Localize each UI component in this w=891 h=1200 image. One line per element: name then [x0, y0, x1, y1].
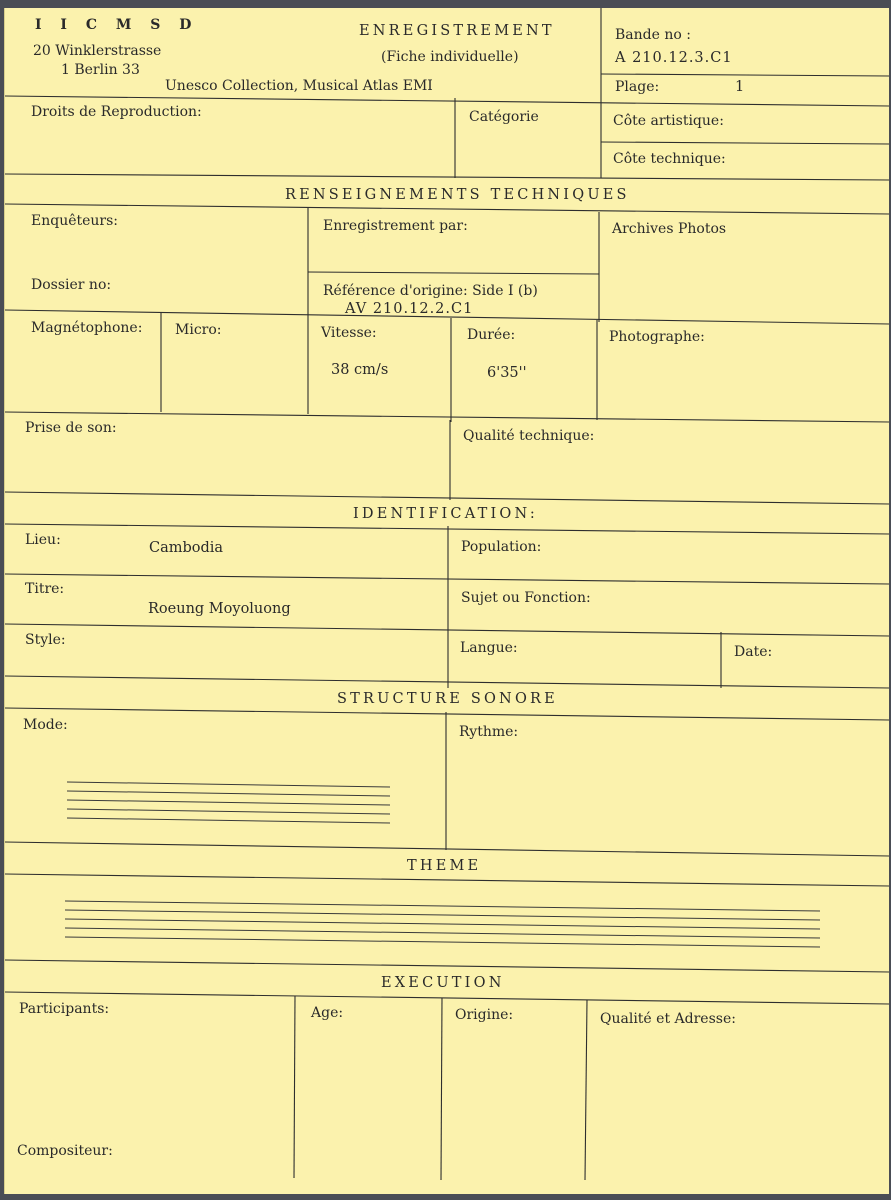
- qualite-technique-label: Qualité technique:: [463, 428, 595, 444]
- execution-heading: EXECUTION: [381, 975, 505, 991]
- sujet-fonction-label: Sujet ou Fonction:: [461, 590, 591, 606]
- form-subtitle: (Fiche individuelle): [381, 49, 519, 65]
- photographe-label: Photographe:: [609, 329, 705, 345]
- lieu-label: Lieu:: [25, 532, 61, 548]
- techniques-heading: RENSEIGNEMENTS TECHNIQUES: [285, 187, 630, 203]
- compositeur-label: Compositeur:: [17, 1143, 113, 1159]
- population-label: Population:: [461, 539, 542, 555]
- droits-label: Droits de Reproduction:: [31, 104, 202, 120]
- magnetophone-label: Magnétophone:: [31, 320, 143, 336]
- bande-label: Bande no :: [615, 27, 691, 43]
- duree-label: Durée:: [467, 327, 516, 343]
- form-title: ENREGISTREMENT: [359, 23, 555, 39]
- bande-value: A 210.12.3.C1: [615, 50, 733, 66]
- reference-value: AV 210.12.2.C1: [345, 301, 474, 317]
- dossier-label: Dossier no:: [31, 277, 112, 293]
- rythme-label: Rythme:: [459, 724, 519, 740]
- categorie-label: Catégorie: [469, 109, 539, 125]
- micro-label: Micro:: [175, 322, 222, 338]
- cote-artistique-label: Côte artistique:: [613, 113, 724, 129]
- institute-logo: I I C M S D: [35, 17, 199, 33]
- prise-de-son-label: Prise de son:: [25, 420, 117, 436]
- qualite-adresse-label: Qualité et Adresse:: [600, 1011, 736, 1027]
- enqueteurs-label: Enquêteurs:: [31, 213, 119, 229]
- form-grid-lines: [5, 8, 889, 1194]
- vitesse-value: 38 cm/s: [331, 362, 389, 378]
- collection-name: Unesco Collection, Musical Atlas EMI: [165, 78, 433, 94]
- duree-value: 6'35'': [487, 365, 527, 381]
- record-card: [4, 8, 889, 1194]
- vitesse-label: Vitesse:: [321, 325, 377, 341]
- identification-heading: IDENTIFICATION:: [353, 506, 538, 522]
- origine-label: Origine:: [455, 1007, 514, 1023]
- date-label: Date:: [734, 644, 773, 660]
- enregistrement-par-label: Enregistrement par:: [323, 218, 468, 234]
- style-label: Style:: [25, 632, 66, 648]
- langue-label: Langue:: [460, 640, 518, 656]
- titre-label: Titre:: [25, 581, 65, 597]
- lieu-value: Cambodia: [149, 540, 224, 556]
- structure-sonore-heading: STRUCTURE SONORE: [337, 691, 558, 707]
- plage-value: 1: [735, 79, 745, 95]
- cote-technique-label: Côte technique:: [613, 151, 726, 167]
- age-label: Age:: [311, 1005, 344, 1021]
- titre-value: Roeung Moyoluong: [148, 601, 291, 617]
- plage-label: Plage:: [615, 79, 660, 95]
- reference-label: Référence d'origine: Side I (b): [323, 283, 538, 299]
- mode-label: Mode:: [23, 717, 68, 733]
- archives-photos-label: Archives Photos: [612, 221, 727, 237]
- theme-heading: THEME: [407, 858, 482, 874]
- participants-label: Participants:: [19, 1001, 110, 1017]
- address-line-1: 20 Winklerstrasse: [33, 43, 162, 59]
- address-line-2: 1 Berlin 33: [61, 62, 140, 78]
